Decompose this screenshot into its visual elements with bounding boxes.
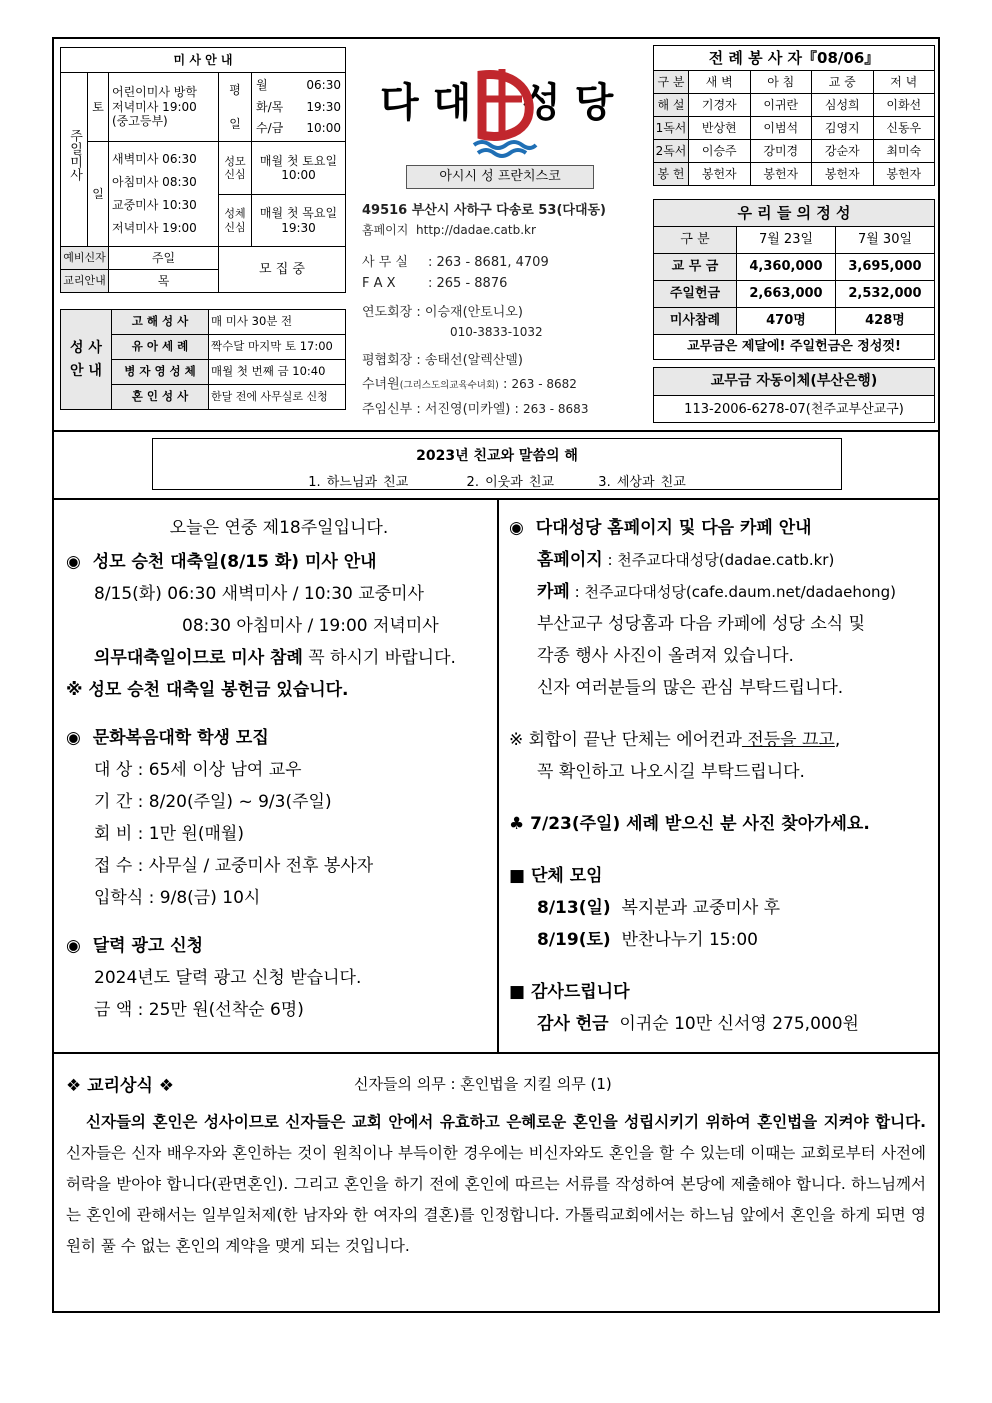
servers-table	[653, 45, 935, 186]
mass-table	[60, 47, 346, 293]
group-date: 8/13(일)	[537, 898, 611, 918]
servers-cell: 1독서	[654, 117, 689, 140]
meeting-note-line: 꼭 확인하고 나오시길 부탁드립니다.	[537, 762, 805, 782]
group-text: 반찬나누기 15:00	[621, 930, 758, 950]
fax-number: 265 - 8876	[436, 276, 508, 291]
offerings-cell: 4,360,000	[737, 254, 836, 281]
offerings-header: 구 분	[654, 227, 737, 254]
calendar-line: 금 액 : 25만 원(선착순 6명)	[94, 1000, 304, 1020]
weekday-label: 일	[229, 116, 241, 131]
chair-name: 이승재(안토니오)	[424, 305, 523, 320]
servers-cell: 봉헌자	[873, 163, 935, 186]
bullet-icon: ◉	[66, 728, 81, 748]
offerings-row	[654, 281, 935, 308]
priest-label: 주임신부	[362, 402, 413, 417]
eucharist-label: 성체 신심	[219, 195, 252, 246]
thanks-title: 감사드립니다	[530, 982, 630, 1002]
sacrament-name: 유 아 세 례	[112, 335, 209, 360]
servers-row	[654, 140, 935, 163]
priest-phone: 263 - 8683	[523, 402, 589, 416]
nun-label: 수녀원	[362, 377, 400, 392]
homepage-label: 홈페이지	[537, 550, 603, 570]
thanks-text: 이귀순 10만 신서영 275,000원	[619, 1014, 859, 1034]
motto-item: 1. 하느님과 친교	[308, 475, 409, 490]
offerings-cell: 2,532,000	[836, 281, 935, 308]
doctrine-section	[66, 1071, 926, 1262]
sat-item: 저녁미사 19:00	[112, 99, 197, 114]
college-line: 대 상 : 65세 이상 남여 교우	[94, 760, 302, 780]
groups-title: 단체 모임	[530, 866, 603, 886]
office-phone: 263 - 8681, 4709	[436, 255, 549, 270]
sunday-day-label: 일	[88, 142, 109, 247]
homepage-link[interactable]: http://dadae.catb.kr	[416, 223, 536, 237]
servers-header: 구 분	[654, 71, 689, 94]
saturday-label: 토	[88, 73, 109, 142]
patron-box: 아시시 성 프란치스코	[406, 165, 594, 189]
servers-cell: 최미숙	[873, 140, 935, 163]
assumption-note: 성모 승천 대축일 봉헌금 있습니다.	[88, 680, 349, 700]
motto-title: 2023년 친교와 말씀의 해	[416, 448, 578, 464]
servers-header: 새 벽	[689, 71, 751, 94]
weekday-mass	[219, 73, 346, 142]
church-name-right: 성 당	[522, 80, 614, 126]
servers-cell: 봉헌자	[812, 163, 874, 186]
offerings-header: 7월 23일	[737, 227, 836, 254]
nun-phone: 263 - 8682	[511, 377, 577, 391]
servers-cell: 기경자	[689, 94, 751, 117]
cafe-value[interactable]: : 천주교다대성당(cafe.daum.net/dadaehong)	[569, 583, 896, 601]
servers-cell: 심성희	[812, 94, 874, 117]
doctrine-day: 목	[109, 270, 219, 293]
eucharist-value: 매월 첫 목요일 19:30	[259, 206, 338, 235]
bulletin-page	[52, 37, 940, 1313]
photo-note: 7/23(주일) 세례 받으신 분 사진 찾아가세요.	[530, 814, 870, 834]
offerings-cell: 미사참례	[654, 308, 737, 335]
saturday-mass	[109, 73, 219, 142]
chair-phone: 010-3833-1032	[450, 325, 543, 339]
motto-item: 3. 세상과 친교	[598, 475, 686, 490]
servers-cell: 이화선	[873, 94, 935, 117]
sacrament-value: 짝수달 마지막 토 17:00	[209, 335, 346, 360]
servers-cell: 해 설	[654, 94, 689, 117]
holy-mother-label: 성모 신심	[219, 142, 252, 194]
weekday-day: 화/목	[256, 99, 284, 114]
servers-title: 전 례 봉 사 자『08/06』	[654, 46, 935, 71]
assumption-line: 8/15(화) 06:30 새벽미사 / 10:30 교중미사	[94, 584, 424, 604]
homepage-value[interactable]: : 천주교다대성당(dadae.catb.kr)	[602, 551, 835, 569]
motto-item: 2. 이웃과 친교	[466, 475, 555, 490]
church-info: 49516 부산시 사하구 다송로 53(다대동) 홈페이지 http://dadae.catb.kr 사 무 실 : 263 - 8681, 4709 F A X : 265 - 8876 연도회장 : 이승재(안토니오) 010-3833-1032 평협회장 : 송태선(알렉산델) 수녀원(그리스도의교육수녀회) : 263 - 8682 주임신부 : 서진영(미카엘) : 263 - 8683	[362, 199, 652, 422]
sparkle-icon: ❖	[66, 1076, 82, 1096]
sacraments-table	[60, 309, 346, 410]
college-line: 접 수 : 사무실 / 교중미사 전후 봉사자	[94, 856, 374, 876]
bullet-icon: ◉	[509, 518, 524, 538]
servers-cell: 이귀란	[750, 94, 812, 117]
weekday-day: 수/금	[256, 121, 284, 136]
square-icon: ■	[509, 982, 526, 1002]
offerings-table	[653, 199, 935, 360]
weekday-time: 19:30	[306, 99, 341, 114]
assumption-title: 성모 승천 대축일(8/15 화) 미사 안내	[92, 552, 377, 572]
holy-mother-value: 매월 첫 토요일 10:00	[259, 153, 338, 182]
sacraments-label: 성 사 안 내	[61, 310, 112, 410]
offerings-cell: 3,695,000	[836, 254, 935, 281]
mass-title: 미 사 안 내	[61, 48, 346, 73]
assumption-line: 08:30 아침미사 / 19:00 저녁미사	[182, 616, 439, 636]
offerings-note: 교무금은 제달에! 주일헌금은 정성껏!	[654, 335, 935, 360]
servers-row	[654, 163, 935, 186]
sun-item: 새벽미사 06:30	[112, 152, 197, 167]
bullet-icon: ◉	[66, 552, 81, 572]
sun-item: 아침미사 08:30	[112, 175, 197, 190]
church-name-left: 다 대	[380, 80, 472, 126]
meeting-note-comma: ,	[834, 730, 841, 750]
offerings-row	[654, 254, 935, 281]
servers-row	[654, 117, 935, 140]
offerings-row	[654, 308, 935, 335]
servers-cell: 강순자	[812, 140, 874, 163]
sun-item: 교중미사 10:30	[112, 198, 197, 212]
web-line: 부산교구 성당홈과 다음 카페에 성당 소식 및	[537, 614, 866, 634]
servers-cell: 2독서	[654, 140, 689, 163]
web-line: 각종 행사 사진이 올려져 있습니다.	[537, 646, 794, 666]
autopay-account: 113-2006-6278-07(천주교부산교구)	[684, 402, 904, 417]
weekday-day: 월	[256, 78, 268, 93]
weekday-time: 10:00	[306, 121, 341, 136]
catechumen-label: 예비신자	[61, 247, 109, 270]
right-column	[509, 513, 935, 1041]
offerings-header: 7월 30일	[836, 227, 935, 254]
servers-cell: 신동우	[873, 117, 935, 140]
autopay-title: 교무금 자동이체(부산은행)	[654, 368, 934, 396]
sacrament-value: 한달 전에 사무실로 신청	[209, 385, 346, 410]
web-line: 신자 여러분들의 많은 관심 부탁드립니다.	[537, 678, 844, 698]
sat-item: 어린이미사 방학	[112, 85, 197, 100]
college-line: 회 비 : 1만 원(매월)	[94, 824, 244, 844]
servers-cell: 강미경	[750, 140, 812, 163]
servers-cell: 봉 헌	[654, 163, 689, 186]
servers-cell: 반상현	[689, 117, 751, 140]
assumption-emphasis: 의무대축일이므로 미사 참례	[94, 648, 303, 668]
devotion-cell	[219, 142, 346, 247]
sun-item: 저녁미사 19:00	[112, 220, 197, 235]
square-icon: ■	[509, 866, 526, 886]
note-icon: ※	[66, 680, 83, 700]
servers-header: 아 침	[750, 71, 812, 94]
assumption-line: 꼭 하시기 바랍니다.	[302, 648, 456, 668]
meeting-note-emphasis: 전등을 끄고	[741, 730, 835, 750]
doctrine-title-wrap	[66, 1076, 174, 1096]
meeting-note: 회합이 끝난 단체는 에어컨과	[528, 730, 742, 750]
college-line: 입학식 : 9/8(금) 10시	[94, 888, 261, 908]
offerings-cell: 2,663,000	[737, 281, 836, 308]
sacrament-name: 병 자 영 성 체	[112, 360, 209, 385]
servers-cell: 김영지	[812, 117, 874, 140]
sacrament-value: 매월 첫 번째 금 10:40	[209, 360, 346, 385]
office-label: 사 무 실	[362, 255, 408, 270]
weekday-time: 06:30	[306, 78, 341, 93]
sacrament-value: 매 미사 30분 전	[209, 310, 346, 335]
offerings-cell: 주일헌금	[654, 281, 737, 308]
doctrine-subtitle: 신자들의 의무 : 혼인법을 지킬 의무 (1)	[354, 1075, 612, 1093]
doctrine-body	[66, 1107, 926, 1262]
calendar-title: 달력 광고 신청	[92, 936, 204, 956]
servers-cell: 이범석	[750, 117, 812, 140]
college-line: 기 간 : 8/20(주일) ~ 9/3(주일)	[94, 792, 332, 812]
council-label: 평협회장	[362, 353, 413, 368]
thanks-label: 감사 헌금	[537, 1014, 609, 1034]
doctrine-bold-text: 신자들의 혼인은 성사이므로 신자들은 교회 안에서 유효하고 은혜로운 혼인을 성립시키기 위하여 혼인법을 지켜야 합니다.	[86, 1113, 926, 1131]
servers-header: 교 중	[812, 71, 874, 94]
servers-cell: 봉헌자	[689, 163, 751, 186]
sacrament-name: 혼 인 성 사	[112, 385, 209, 410]
column-divider	[497, 498, 499, 1053]
offerings-title: 우 리 들 의 정 성	[654, 200, 935, 227]
sunday-mass	[109, 142, 219, 247]
priest-name: 서진영(미카엘)	[424, 402, 511, 417]
left-column	[66, 513, 492, 1027]
offerings-cell: 428명	[836, 308, 935, 335]
club-icon: ♣	[509, 814, 525, 834]
doctrine-text: 신자들은 신자 배우자와 혼인하는 것이 원칙이나 부득이한 경우에는 비신자와도 혼인을 할 수 있는데 이때는 교회로부터 사전에 허락을 받아야 합니다(관면혼인). 그리고 혼인을 하기 전에 혼인에 따르는 서류를 작성하여 본당에 제출해야 합니다. 하느님께서는 혼인에 관해서는 일부일처제(한 남자와 한 여자의 결혼)를 인정합니다. 가톨릭교회에서는 하느님 앞에서 혼인을 하게 되면 영원히 풀 수 없는 혼인의 계약을 맺게 되는 것입니다.	[66, 1144, 926, 1255]
offerings-cell: 470명	[737, 308, 836, 335]
sat-item: (중고등부)	[112, 114, 168, 129]
catechumen-day: 주일	[109, 247, 219, 270]
divider	[54, 498, 938, 500]
bullet-icon: ◉	[66, 936, 81, 956]
chair-label: 연도회장	[362, 305, 413, 320]
group-text: 복지분과 교중미사 후	[621, 898, 781, 918]
autopay-box	[653, 367, 935, 423]
church-logo	[376, 61, 636, 161]
fax-label: F A X	[362, 276, 396, 291]
college-title: 문화복음대학 학생 모집	[92, 728, 269, 748]
group-date: 8/19(토)	[537, 930, 611, 950]
divider	[54, 1052, 938, 1054]
homepage-label: 홈페이지	[362, 223, 409, 237]
nun-org: (그리스도의교육수녀회)	[399, 380, 499, 391]
today-heading: 오늘은 연중 제18주일입니다.	[169, 518, 389, 538]
doctrine-title: 교리상식	[87, 1076, 153, 1096]
web-title: 다대성당 홈페이지 및 다음 카페 안내	[535, 518, 812, 538]
servers-cell: 이승주	[689, 140, 751, 163]
offerings-cell: 교 무 금	[654, 254, 737, 281]
divider	[54, 430, 938, 432]
servers-row	[654, 94, 935, 117]
church-emblem-icon	[468, 65, 538, 161]
recruit-status: 모 집 중	[219, 247, 346, 293]
weekday-label: 평	[229, 82, 241, 97]
council-name: 송태선(알렉산델)	[424, 353, 523, 368]
sunday-mass-label: 주일미사	[61, 73, 88, 247]
note-icon: ※	[509, 730, 524, 750]
servers-cell: 봉헌자	[750, 163, 812, 186]
servers-header: 저 녁	[873, 71, 935, 94]
motto-box	[152, 438, 842, 490]
calendar-line: 2024년도 달력 광고 신청 받습니다.	[94, 968, 362, 988]
doctrine-label: 교리안내	[61, 270, 109, 293]
sacrament-name: 고 해 성 사	[112, 310, 209, 335]
sparkle-icon: ❖	[158, 1076, 175, 1096]
cafe-label: 카페	[537, 582, 570, 602]
church-address: 49516 부산시 사하구 다송로 53(다대동)	[362, 203, 607, 218]
